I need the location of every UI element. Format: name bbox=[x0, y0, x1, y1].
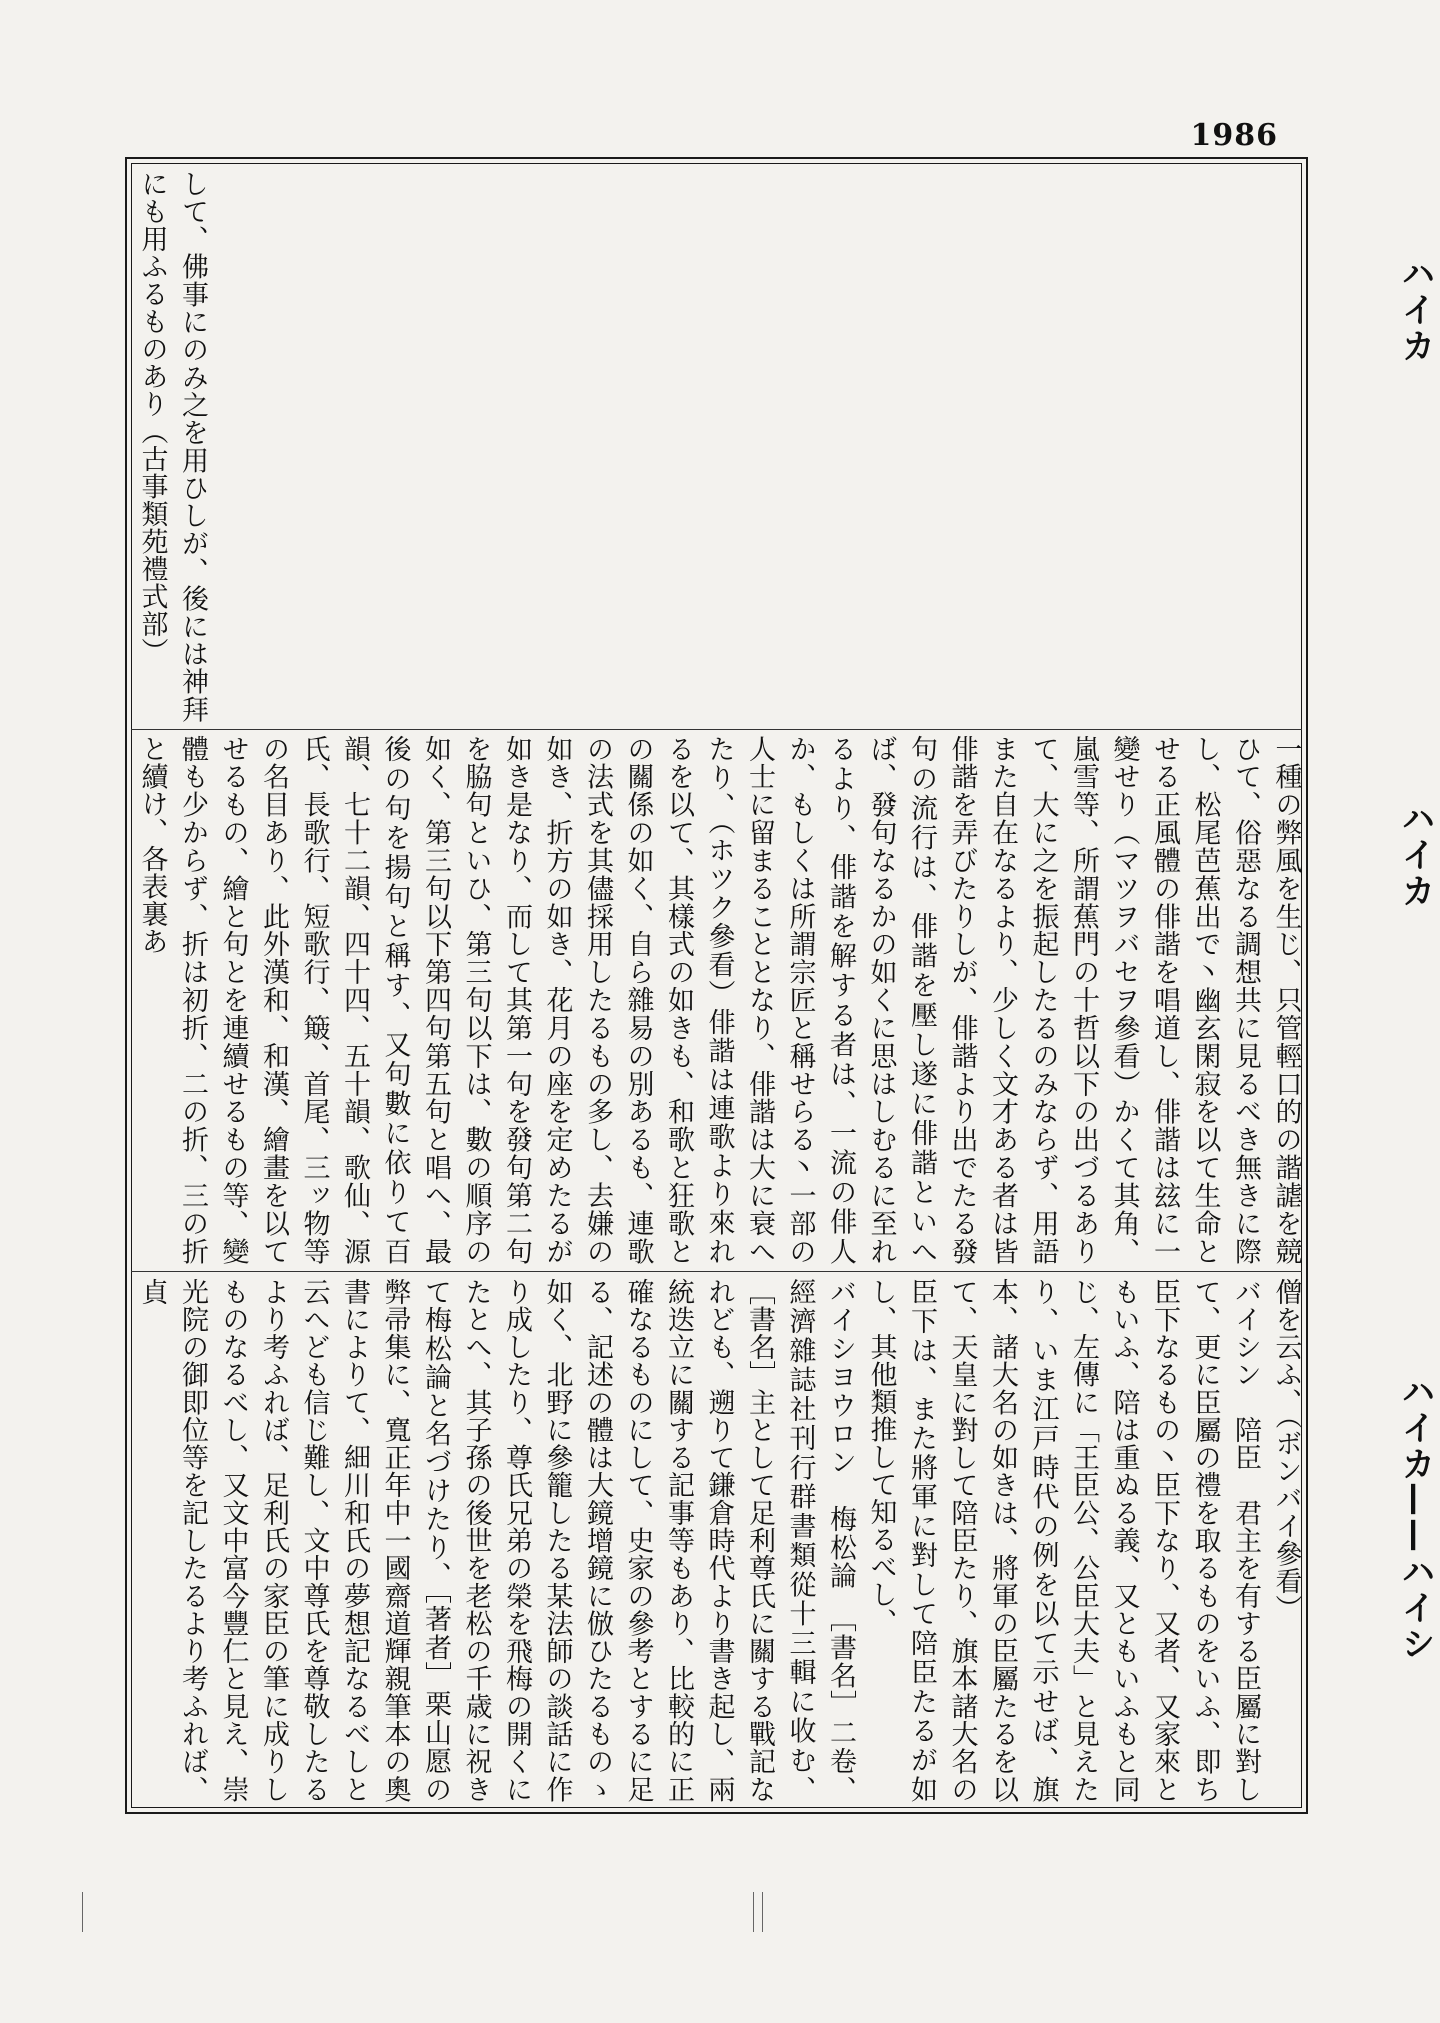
text-band-top bbox=[131, 170, 1302, 723]
text-band-middle bbox=[131, 735, 1302, 1265]
entry-column-text bbox=[131, 735, 1302, 1265]
scan-edge-line bbox=[82, 1892, 83, 1932]
scan-edge-line bbox=[753, 1892, 754, 1932]
text-band-bottom bbox=[131, 1278, 1302, 1803]
paragraph: バイシヨウロン 梅松論 ［書名］二卷、經濟雜誌社刊行群書類從十三輯に收む、［書名］主として足利尊氏に關する戰記なれども、遡りて鎌倉時代より書き起し、兩統迭立に關する記事等もあり、比較的に正確なるものにして、史家の參考とするに足る、記述の體は大鏡增鏡に倣ひたるものゝ如く、北野に參籠したる某法師の談話に作り成したり、尊氏兄弟の榮を飛梅の開くにたとへ、其子孫の後世を老松の千歳に祝きて梅松論と名づけたり、［著者］栗山愿の弊帚集に、寬正年中一國齋道輝親筆本の奧書によりて、細川和氏の夢想記なるべしと云へども信じ難し、文中尊氏を尊敬したるより考ふれば、足利氏の家臣の筆に成りしものなるべし、又文中富今豐仁と見え、崇光院の御即位等を記したるより考ふれば、貞 bbox=[136, 1278, 856, 1803]
paragraph: 一種の弊風を生じ、只管輕口的の諧謔を競ひて、俗惡なる調想共に見るべき無きに際し、松尾芭蕉出で丶幽玄閑寂を以て生命とせる正風體の俳諧を唱道し、俳諧は玆に一變せり（マツヲバセヲ參看）かくて其角、嵐雪等、所謂蕉門の十哲以下の出づるありて、大に之を振起したるのみならず、用語また自在なるより、少しく文才ある者は皆俳諧を弄びたりしが、俳諧より出でたる發句の流行は、俳諧を壓し遂に俳諧といへば、發句なるかの如くに思はしむるに至れるより、俳諧を解する者は、一流の俳人か、もしくは所謂宗匠と稱せらる丶一部の人士に留まることとなり、俳諧は大に衰へたり、（ホツク參看）俳諧は連歌より來れるを以て、其樣式の如きも、和歌と狂歌との關係の如く、自ら雜易の別あるも、連歌の法式を其儘採用したるもの多し、去嫌の如き、折方の如き、花月の座を定めたるが如き是なり、而して其第一句を發句第二句を脇句といひ、第三句以下は、數の順序の如く、第三句以下第四句第五句と唱へ、最後の句を揚句と稱す、又句數に依りて百韻、七十二韻、四十四、五十韻、歌仙、源氏、長歌行、短歌行、簸、首尾、三ッ物等の名目あり、此外漢和、和漢、繪畫を以てせるもの、繪と句とを連續せるもの等、變體も少からず、折は初折、二の折、三の折と續け、各表裏あ bbox=[136, 735, 1302, 1265]
band-divider bbox=[131, 1271, 1302, 1272]
running-head: ハイカ——ハイシ bbox=[1395, 1374, 1435, 1662]
page-number: 1986 bbox=[1190, 118, 1278, 153]
running-head: ハイカ bbox=[1395, 256, 1435, 364]
entry-column-text bbox=[131, 170, 218, 723]
paragraph: 僧を云ふ、（ボンバイ參看） bbox=[1270, 1278, 1302, 1622]
paragraph: バイシン 陪臣 君主を有する臣屬に對して、更に臣屬の禮を取るものをいふ、即ち臣下なるもの丶臣下なり、又者、又家來ともいふ、陪は重ぬる義、又ともいふもと同じ、左傳に「王臣公、公臣大夫」と見えたり、いま江戸時代の例を以て示せば、旗本、諸大名の如きは、將軍の臣屬たるを以て、天皇に對して陪臣たり、旗本諸大名の臣下は、また將軍に對して陪臣たるが如し、其他類推して知るべし、 bbox=[865, 1278, 1261, 1803]
entry-column-text bbox=[131, 1278, 1302, 1803]
running-head: ハイカ bbox=[1395, 801, 1435, 909]
paragraph: して、佛事にのみ之を用ひしが、後には神拜にも用ふるものあり（古事類苑禮式部） bbox=[136, 170, 208, 723]
band-divider bbox=[131, 729, 1302, 730]
scan-edge-line bbox=[762, 1892, 763, 1932]
